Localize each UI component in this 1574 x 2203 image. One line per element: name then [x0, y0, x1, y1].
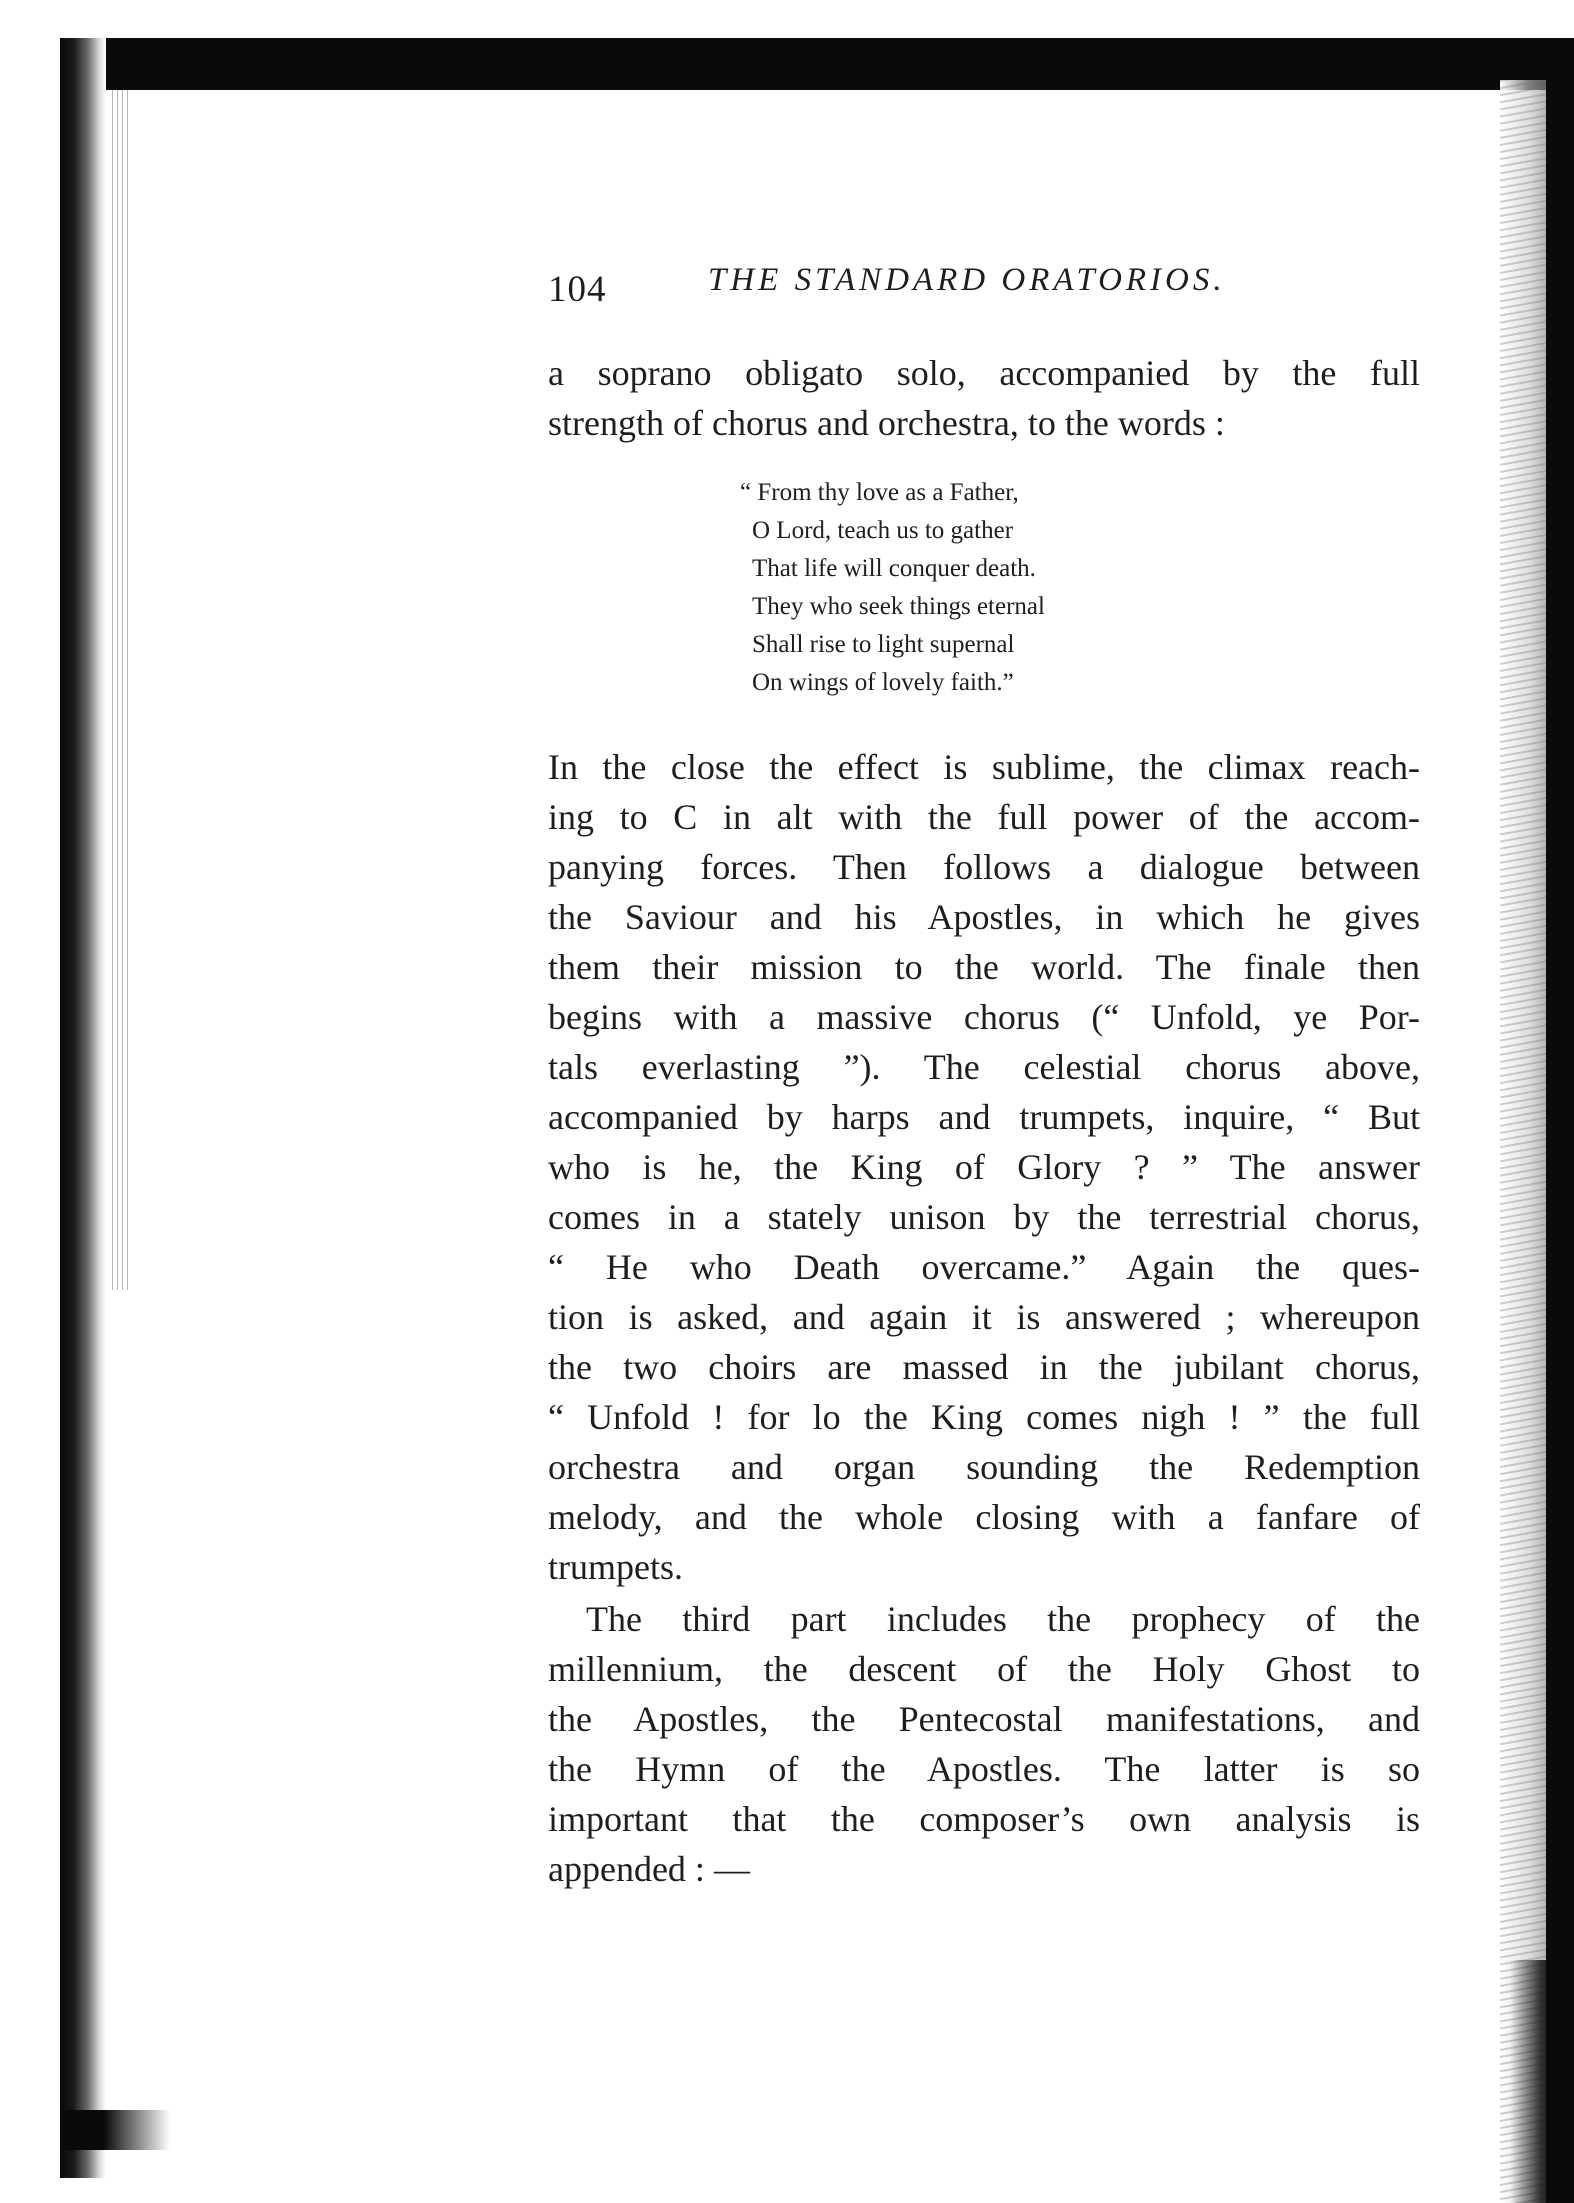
- verse-line: They who seek things eternal: [752, 593, 1045, 620]
- paragraph-one: [548, 742, 1420, 1592]
- text-line: ing to C in alt with the full power of the accom-: [548, 797, 1420, 837]
- verse-line: O Lord, teach us to gather: [752, 517, 1014, 544]
- text-line: appended : —: [548, 1849, 750, 1889]
- text-line: In the close the effect is sublime, the climax reach-: [548, 747, 1420, 787]
- verse-line: “ From thy love as a Father,: [740, 479, 1019, 506]
- text-line: who is he, the King of Glory ? ” The answer: [548, 1147, 1420, 1187]
- text-line: begins with a massive chorus (“ Unfold, ye Por-: [548, 997, 1420, 1037]
- text-line: the Apostles, the Pentecostal manifestations, and: [548, 1699, 1420, 1739]
- text-line: strength of chorus and orchestra, to the words :: [548, 403, 1225, 443]
- text-line: important that the composer’s own analysis is: [548, 1799, 1420, 1839]
- running-title: THE STANDARD ORATORIOS.: [708, 262, 1226, 298]
- text-line: them their mission to the world. The finale then: [548, 947, 1420, 987]
- text-line: the Saviour and his Apostles, in which he gives: [548, 897, 1420, 937]
- text-line: orchestra and organ sounding the Redemption: [548, 1447, 1420, 1487]
- text-line: the two choirs are massed in the jubilant chorus,: [548, 1347, 1420, 1387]
- text-line: tals everlasting ”). The celestial chorus above,: [548, 1047, 1420, 1087]
- paragraph-two: [548, 1594, 1420, 1894]
- text-line: melody, and the whole closing with a fanfare of: [548, 1497, 1420, 1537]
- text-line: comes in a stately unison by the terrestrial chorus,: [548, 1197, 1420, 1237]
- text-line: trumpets.: [548, 1547, 683, 1587]
- running-head: [548, 262, 1288, 312]
- verse-line: On wings of lovely faith.”: [752, 669, 1014, 696]
- verse-line: That life will conquer death.: [752, 555, 1036, 582]
- text-line: “ Unfold ! for lo the King comes nigh ! ” the full: [548, 1397, 1420, 1437]
- lead-paragraph: [548, 348, 1420, 448]
- text-line: panying forces. Then follows a dialogue between: [548, 847, 1420, 887]
- verse-line: Shall rise to light supernal: [752, 631, 1015, 658]
- verse-quotation: [740, 474, 1212, 702]
- text-line: “ He who Death overcame.” Again the ques-: [548, 1247, 1420, 1287]
- text-line: tion is asked, and again it is answered ; whereupon: [548, 1297, 1420, 1337]
- text-line: a soprano obligato solo, accompanied by the full: [548, 353, 1420, 393]
- page-number: 104: [548, 269, 607, 310]
- text-line: the Hymn of the Apostles. The latter is so: [548, 1749, 1420, 1789]
- text-line: accompanied by harps and trumpets, inquire, “ But: [548, 1097, 1420, 1137]
- text-line: millennium, the descent of the Holy Ghost to: [548, 1649, 1420, 1689]
- text-line: The third part includes the prophecy of the: [586, 1599, 1420, 1639]
